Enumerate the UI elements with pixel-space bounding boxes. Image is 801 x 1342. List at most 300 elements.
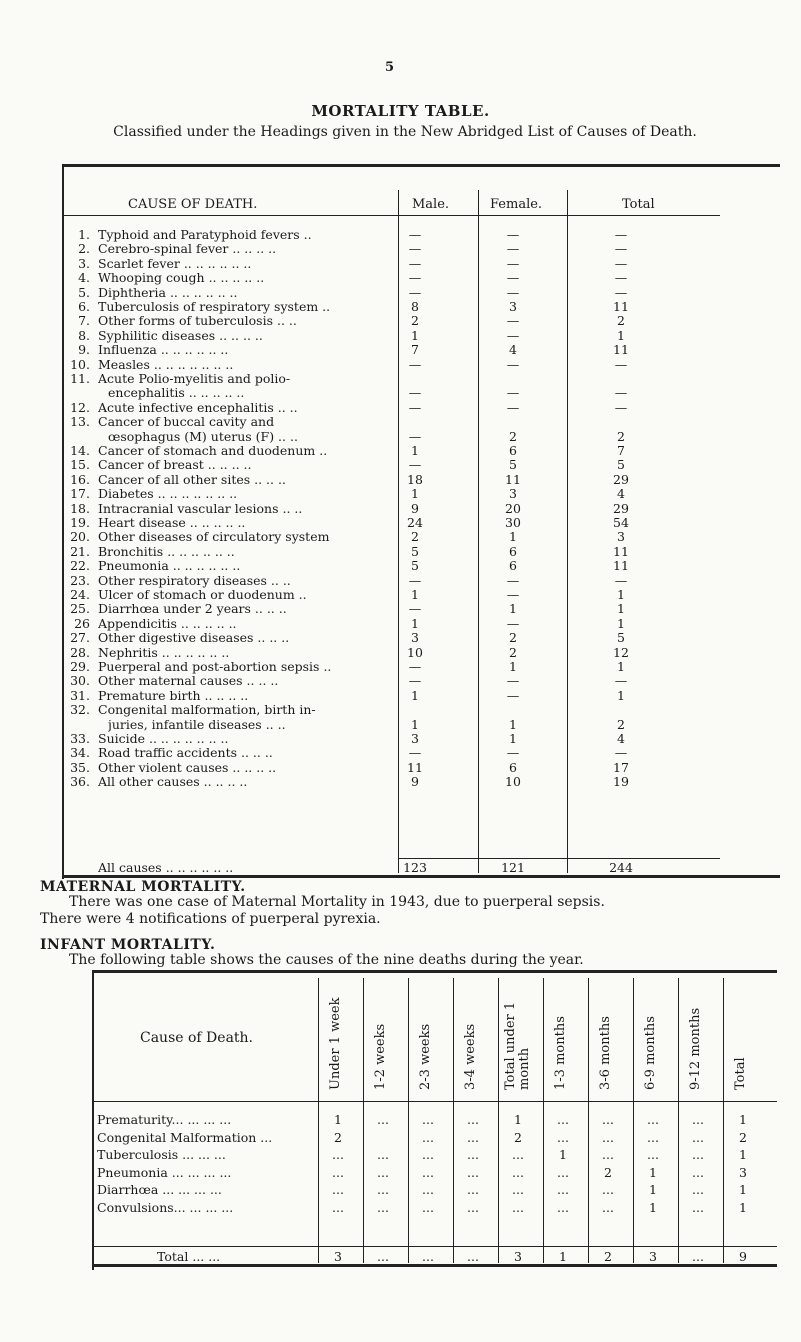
infant-col-header: 3-6 months (598, 1016, 613, 1090)
total-value: — (614, 385, 628, 401)
male-value: 1 (411, 443, 419, 458)
cause-header: CAUSE OF DEATH. (128, 197, 258, 212)
cause-name: Typhoid and Paratyphoid fevers .. (98, 228, 312, 242)
infant-col-header: 3-4 weeks (463, 1023, 478, 1090)
row-number: 5. (78, 284, 90, 300)
cause-name: œsophagus (M) uterus (F) .. .. (108, 429, 298, 444)
infant-cell: ... (467, 1249, 479, 1264)
row-number: 25. (70, 601, 90, 617)
male-value: 1 (411, 486, 419, 502)
infant-row (97, 1201, 777, 1215)
infant-total-rule (92, 1246, 777, 1247)
female-value: 1 (509, 659, 517, 674)
cause-name: Cancer of buccal cavity and (98, 415, 275, 430)
infant-cell: ... (377, 1199, 389, 1215)
total-value: 4 (617, 486, 625, 502)
cause-name: Other diseases of circulatory system (98, 530, 330, 545)
male-value: 1 (411, 587, 419, 602)
male-value: — (408, 399, 422, 415)
total-value: 1 (617, 587, 625, 602)
infant-cell: ... (467, 1129, 479, 1145)
cause-name: Bronchitis .. .. .. .. .. .. (98, 544, 235, 559)
infant-cell: ... (467, 1147, 479, 1162)
total-value: 17 (613, 759, 629, 775)
female-value: — (506, 227, 520, 242)
all-causes-label: All causes .. .. .. .. .. .. (98, 861, 234, 875)
female-value: — (506, 327, 520, 343)
row-number: 31. (70, 687, 90, 703)
infant-cell: ... (422, 1129, 434, 1145)
female-value: — (506, 399, 520, 415)
infant-cell: ... (692, 1147, 704, 1162)
total-value: — (614, 572, 628, 588)
total-value: — (614, 745, 628, 761)
cause-name: Cerebro-spinal fever .. .. .. .. (98, 242, 277, 257)
infant-bottom-rule (92, 1264, 777, 1267)
row-number: 4. (78, 270, 90, 286)
infant-cell: 1 (649, 1164, 657, 1180)
infant-header-rule (92, 1101, 777, 1102)
cause-name: Nephritis .. .. .. .. .. .. (98, 645, 230, 660)
row-number: 34. (70, 745, 90, 761)
cause-name: Diarrhœa under 2 years .. .. .. (98, 602, 287, 617)
row-number: 7. (78, 313, 90, 329)
male-value: 2 (411, 529, 419, 545)
female-value: — (506, 284, 520, 300)
male-value: — (408, 270, 422, 286)
cause-name: Cancer of breast .. .. .. .. (98, 458, 252, 473)
infant-col-header: 9-12 months (688, 1007, 703, 1090)
infant-cell: ... (602, 1147, 614, 1162)
table-row (68, 646, 678, 660)
table-row (68, 329, 678, 343)
female-value: — (506, 356, 520, 372)
infant-cell: ... (422, 1112, 434, 1127)
total-value: 4 (617, 731, 625, 746)
infant-cell: ... (557, 1112, 569, 1127)
cause-name: Diphtheria .. .. .. .. .. .. (98, 285, 238, 300)
female-value: 1 (509, 601, 517, 617)
table-row (68, 487, 678, 501)
infant-cell: ... (557, 1182, 569, 1197)
female-value: 6 (509, 543, 517, 559)
maternal-line-1: There was one case of Maternal Mortality in 1943, due to puerperal sepsis. (69, 894, 605, 910)
infant-cell: ... (602, 1112, 614, 1127)
female-value: 11 (505, 471, 521, 487)
cause-name: Premature birth .. .. .. .. (98, 688, 249, 703)
female-value: 6 (509, 558, 517, 574)
all-causes-total: 244 (609, 860, 633, 875)
table-row (68, 502, 678, 516)
total-value: 29 (613, 500, 629, 516)
table-row (68, 574, 678, 588)
total-value: 29 (613, 471, 629, 487)
table-row (68, 689, 678, 703)
cause-name: Puerperal and post-abortion sepsis .. (98, 660, 332, 674)
table-row (68, 660, 678, 674)
infant-cell: 2 (604, 1249, 612, 1264)
table-left-rule (62, 164, 64, 879)
row-number: 14. (70, 443, 90, 458)
row-number: 15. (70, 457, 90, 473)
cause-name: Acute Polio-myelitis and polio- (98, 372, 291, 386)
total-value: 19 (613, 774, 629, 790)
table-row (68, 358, 678, 372)
row-number: 30. (70, 673, 90, 689)
total-value: 3 (617, 529, 625, 545)
female-value: — (506, 241, 520, 257)
infant-intro: The following table shows the causes of the nine deaths during the year. (69, 952, 584, 968)
female-value: 30 (505, 515, 521, 530)
infant-cell: ... (377, 1164, 389, 1180)
total-value: — (614, 270, 628, 286)
row-number: 29. (70, 659, 90, 674)
cause-name: Heart disease .. .. .. .. .. (98, 516, 246, 530)
infant-cell: 1 (739, 1147, 747, 1162)
all-causes-female: 121 (501, 860, 525, 875)
infant-cell: ... (692, 1199, 704, 1215)
female-value: — (506, 572, 520, 588)
table-row (68, 746, 678, 760)
total-value: — (614, 284, 628, 300)
cause-name: Suicide .. .. .. .. .. .. .. (98, 732, 229, 746)
infant-cell: 3 (334, 1249, 342, 1264)
infant-cell: ... (422, 1147, 434, 1162)
female-value: 20 (505, 500, 521, 516)
infant-cell: ... (377, 1249, 389, 1264)
male-value: 1 (411, 687, 419, 703)
infant-cell: ... (332, 1182, 344, 1197)
male-value: 3 (411, 630, 419, 646)
table-row (68, 286, 678, 300)
infant-cell: 2 (739, 1129, 747, 1145)
row-number: 18. (70, 500, 90, 516)
female-value: — (506, 385, 520, 401)
infant-cell: ... (467, 1164, 479, 1180)
table-row (68, 559, 678, 573)
cause-name: Tuberculosis of respiratory system .. (98, 300, 331, 314)
male-value: — (408, 227, 422, 242)
infant-cause: Convulsions... ... ... ... (97, 1200, 234, 1215)
total-value: 7 (617, 443, 625, 458)
table-row (68, 257, 678, 271)
row-number: 2. (78, 241, 90, 257)
female-header: Female. (490, 197, 543, 212)
male-value: 7 (411, 342, 419, 358)
total-value: 11 (613, 342, 629, 358)
total-value: 11 (613, 299, 629, 314)
total-value: 1 (617, 687, 625, 703)
cause-name: Cancer of stomach and duodenum .. (98, 444, 328, 458)
infant-cell: 2 (334, 1129, 342, 1145)
infant-cell: ... (422, 1199, 434, 1215)
all-causes-rule (398, 858, 720, 859)
male-value: 1 (411, 327, 419, 343)
total-value: 2 (617, 428, 625, 444)
male-value: 1 (411, 716, 419, 732)
infant-cause: Diarrhœa ... ... ... ... (97, 1183, 222, 1197)
row-number: 33. (70, 731, 90, 746)
female-value: — (506, 673, 520, 689)
male-value: — (408, 673, 422, 689)
infant-cell: 2 (514, 1129, 522, 1145)
infant-col-header: Total (733, 1057, 748, 1090)
infant-top-rule (92, 970, 777, 973)
female-value: 5 (509, 457, 517, 473)
infant-cause: Pneumonia ... ... ... ... (97, 1165, 232, 1180)
table-row (68, 516, 678, 530)
row-number: 21. (70, 543, 90, 559)
total-value: 1 (617, 615, 625, 631)
male-header: Male. (412, 197, 450, 212)
male-value: — (408, 255, 422, 271)
all-causes-row (68, 861, 678, 875)
infant-cell: ... (467, 1182, 479, 1197)
male-value: 3 (411, 731, 419, 746)
table-row (68, 674, 678, 688)
infant-cell: ... (692, 1164, 704, 1180)
table-row (68, 401, 678, 415)
female-value: 2 (509, 630, 517, 646)
infant-col-header: 2-3 weeks (418, 1023, 433, 1090)
infant-cause: Total ... ... (157, 1250, 221, 1264)
table-row (68, 458, 678, 472)
total-value: 11 (613, 558, 629, 574)
infant-cell: 9 (739, 1249, 747, 1264)
total-value: 5 (617, 630, 625, 646)
female-value: — (506, 313, 520, 329)
male-value: — (408, 659, 422, 674)
table-row (68, 545, 678, 559)
female-value: 2 (509, 428, 517, 444)
female-value: 3 (509, 486, 517, 502)
infant-cause-header: Cause of Death. (140, 1030, 254, 1046)
table-row (68, 228, 678, 242)
row-number: 16. (70, 471, 90, 487)
row-number: 32. (70, 702, 90, 718)
female-value: — (506, 615, 520, 631)
infant-cell: ... (692, 1129, 704, 1145)
cause-name: Other respiratory diseases .. .. (98, 573, 291, 588)
infant-row (97, 1183, 777, 1197)
total-value: 1 (617, 601, 625, 617)
infant-left-rule (92, 970, 94, 1270)
table-row (68, 588, 678, 602)
row-number: 10. (70, 356, 90, 372)
infant-cell: ... (647, 1112, 659, 1127)
row-number: 20. (70, 529, 90, 545)
infant-cause: Congenital Malformation ... (97, 1130, 273, 1145)
female-value: — (506, 745, 520, 761)
page-subtitle: Classified under the Headings given in the New Abridged List of Causes of Death. (113, 124, 697, 140)
row-number: 26 (74, 615, 90, 631)
infant-cell: ... (557, 1164, 569, 1180)
female-value: 1 (509, 529, 517, 545)
male-value: 10 (407, 644, 423, 660)
infant-cell: 1 (334, 1112, 342, 1127)
infant-col-header: 1-2 weeks (373, 1023, 388, 1090)
infant-cell: ... (602, 1129, 614, 1145)
row-number: 8. (78, 327, 90, 343)
cause-name: All other causes .. .. .. .. (98, 775, 248, 790)
infant-cell: 1 (739, 1182, 747, 1197)
table-row (68, 631, 678, 645)
infant-heading: INFANT MORTALITY. (40, 937, 216, 953)
infant-col-header: 6-9 months (643, 1016, 658, 1090)
female-value: 6 (509, 443, 517, 458)
male-value: 1 (411, 615, 419, 631)
table-row (68, 415, 678, 444)
infant-cell: ... (422, 1249, 434, 1264)
infant-col-header: Under 1 week (328, 997, 343, 1090)
infant-cause: Prematurity... ... ... ... (97, 1113, 232, 1127)
cause-name: Diabetes .. .. .. .. .. .. .. (98, 487, 238, 502)
all-causes-male: 123 (403, 860, 427, 875)
male-value: 11 (407, 759, 423, 775)
infant-cell: 2 (604, 1164, 612, 1180)
female-value: — (506, 255, 520, 271)
infant-cell: ... (557, 1199, 569, 1215)
male-value: — (408, 385, 422, 401)
cause-name: Intracranial vascular lesions .. .. (98, 501, 303, 516)
infant-cell: ... (512, 1147, 524, 1162)
total-value: 11 (613, 543, 629, 559)
male-value: — (408, 241, 422, 257)
row-number: 35. (70, 759, 90, 775)
table-row (68, 761, 678, 775)
infant-cell: ... (377, 1147, 389, 1162)
row-number: 24. (70, 587, 90, 602)
cause-name: Congenital malformation, birth in- (98, 703, 316, 718)
table-row (68, 314, 678, 328)
cause-name: Acute infective encephalitis .. .. (98, 400, 298, 415)
total-value: 1 (617, 659, 625, 674)
infant-cell: ... (512, 1164, 524, 1180)
table-row (68, 703, 678, 732)
male-value: — (408, 356, 422, 372)
infant-cell: ... (422, 1182, 434, 1197)
cause-name: Other maternal causes .. .. .. (98, 674, 279, 689)
row-number: 9. (78, 342, 90, 358)
infant-cell: 1 (739, 1199, 747, 1215)
total-value: — (614, 673, 628, 689)
infant-cell: ... (647, 1129, 659, 1145)
male-value: — (408, 284, 422, 300)
infant-cell: 1 (739, 1112, 747, 1127)
table-row (68, 242, 678, 256)
row-number: 6. (78, 299, 90, 314)
male-value: — (408, 745, 422, 761)
infant-cell: ... (332, 1164, 344, 1180)
table-bottom-rule (62, 875, 780, 878)
cause-name: Measles .. .. .. .. .. .. .. (98, 357, 234, 372)
female-value: 3 (509, 299, 517, 314)
infant-cell: ... (557, 1129, 569, 1145)
row-number: 27. (70, 630, 90, 646)
cause-name: encephalitis .. .. .. .. .. (108, 386, 245, 401)
page-title: MORTALITY TABLE. (311, 102, 490, 120)
cause-name: Other forms of tuberculosis .. .. (98, 314, 297, 329)
table-row (68, 271, 678, 285)
row-number: 36. (70, 774, 90, 790)
male-value: 5 (411, 558, 419, 574)
infant-cell: ... (602, 1182, 614, 1197)
male-value: — (408, 428, 422, 444)
male-value: — (408, 572, 422, 588)
male-value: — (408, 457, 422, 473)
infant-cell: 3 (514, 1249, 522, 1264)
table-header-rule (62, 215, 720, 216)
female-value: 4 (509, 342, 517, 358)
female-value: 10 (505, 774, 521, 790)
infant-cell: ... (467, 1112, 479, 1127)
female-value: — (506, 687, 520, 703)
row-number: 17. (70, 486, 90, 502)
table-row (68, 602, 678, 616)
table-row (68, 444, 678, 458)
total-value: — (614, 241, 628, 257)
infant-cell: 3 (649, 1249, 657, 1264)
infant-cell: 1 (514, 1112, 522, 1127)
infant-cell: ... (512, 1199, 524, 1215)
female-value: — (506, 270, 520, 286)
total-value: 5 (617, 457, 625, 473)
total-header: Total (622, 197, 655, 212)
total-value: 12 (613, 644, 629, 660)
infant-cell: ... (422, 1164, 434, 1180)
cause-name: Appendicitis .. .. .. .. .. (98, 616, 237, 631)
male-value: 9 (411, 500, 419, 516)
female-value: 2 (509, 644, 517, 660)
total-value: — (614, 356, 628, 372)
table-row (68, 530, 678, 544)
female-value: — (506, 587, 520, 602)
total-value: 1 (617, 327, 625, 343)
infant-row (97, 1166, 777, 1180)
row-number: 28. (70, 644, 90, 660)
male-value: 8 (411, 299, 419, 314)
total-value: — (614, 399, 628, 415)
female-value: 6 (509, 759, 517, 775)
table-row (68, 775, 678, 789)
cause-name: Influenza .. .. .. .. .. .. (98, 343, 229, 358)
infant-cell: ... (332, 1199, 344, 1215)
row-number: 23. (70, 572, 90, 588)
total-value: — (614, 227, 628, 242)
cause-name: Other violent causes .. .. .. .. (98, 760, 277, 775)
total-value: 2 (617, 716, 625, 732)
infant-cause: Tuberculosis ... ... ... (97, 1148, 226, 1162)
row-number: 11. (70, 371, 90, 386)
total-value: — (614, 255, 628, 271)
page-number: 5 (385, 60, 395, 75)
maternal-line-2: There were 4 notifications of puerperal pyrexia. (40, 911, 381, 927)
cause-name: Other digestive diseases .. .. .. (98, 631, 290, 646)
infant-cell: ... (332, 1147, 344, 1162)
infant-row (97, 1131, 777, 1145)
female-value: 1 (509, 716, 517, 732)
male-value: 18 (407, 471, 423, 487)
cause-name: Ulcer of stomach or duodenum .. (98, 588, 307, 602)
infant-col-header: 1-3 months (553, 1016, 568, 1090)
infant-col-header: Total under 1 month (503, 1001, 532, 1090)
male-value: 24 (407, 515, 423, 530)
infant-cell: ... (467, 1199, 479, 1215)
infant-cell: 1 (649, 1182, 657, 1197)
infant-cell: ... (512, 1182, 524, 1197)
infant-row (97, 1148, 777, 1162)
infant-cell: 1 (649, 1199, 657, 1215)
